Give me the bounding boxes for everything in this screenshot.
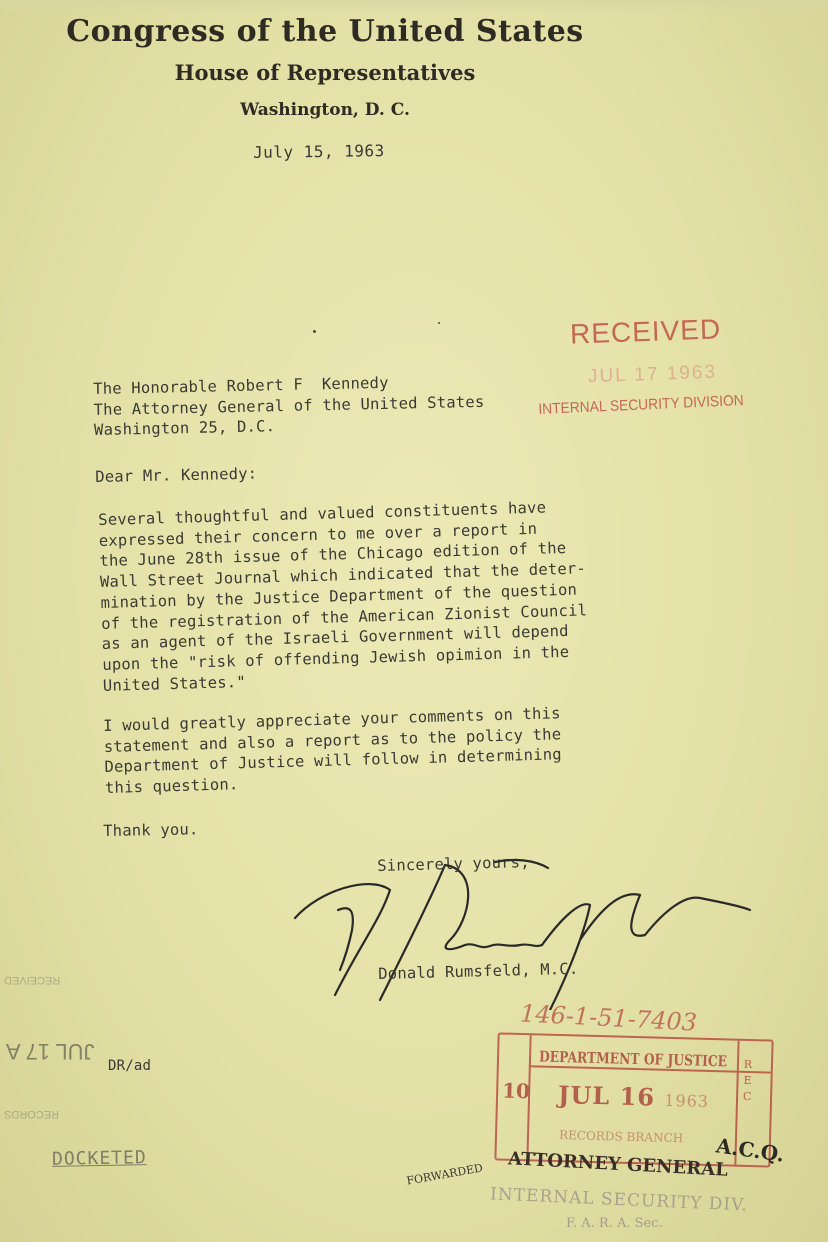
- docketed-stamp: DOCKETED: [51, 1147, 147, 1170]
- margin-stamp-faded: RECEIVED: [4, 974, 61, 986]
- stamp-date-day: JUL 16: [557, 1080, 656, 1112]
- letter-date: July 15, 1963: [252, 141, 385, 162]
- addressee-block: [93, 371, 485, 441]
- letterhead-house: House of Representatives: [174, 60, 476, 85]
- stamp-side-letters: REC: [742, 1057, 753, 1104]
- margin-stamp-date: JUL 17 A: [6, 1039, 95, 1064]
- paper-speck: [313, 330, 316, 333]
- fara-section-stamp: F. A. R. A. Sec.: [566, 1216, 663, 1231]
- paper-edge: [0, 0, 828, 14]
- letterhead-city: Washington, D. C.: [240, 100, 410, 120]
- addressee-line: The Honorable Robert F Kennedy: [93, 373, 389, 398]
- handwritten-signature: [280, 850, 760, 1010]
- closing-valediction: Sincerely yours,: [377, 853, 530, 875]
- typist-initials: DR/ad: [108, 1058, 152, 1074]
- file-number-handwritten: 146-1-51-7403: [519, 999, 698, 1037]
- addressee-line: Washington 25, D.C.: [93, 417, 276, 440]
- letterhead-congress: Congress of the United States: [66, 14, 584, 49]
- internal-security-stamp: INTERNAL SECURITY DIV.: [489, 1184, 749, 1216]
- closing-thanks: Thank you.: [103, 820, 199, 840]
- stamp-department-title: DEPARTMENT OF JUSTICE: [538, 1047, 728, 1071]
- routing-initials: A.C.Q.: [714, 1133, 786, 1167]
- margin-stamp-faded: RECORDS: [4, 1108, 60, 1120]
- signer-name: Donald Rumsfeld, M.C.: [378, 959, 579, 983]
- body-paragraph-2: I would greatly appreciate your comments on this statement and also a report as to the policy the Department of Justice will follow in determining this question.: [103, 704, 563, 798]
- stamp-count: 10: [501, 1078, 531, 1104]
- stamp-date-year: 1963: [664, 1090, 710, 1111]
- paper-speck: [438, 322, 440, 324]
- received-stamp-date: JUL 17 1963: [587, 361, 718, 388]
- received-stamp-word: RECEIVED: [569, 313, 722, 350]
- received-stamp-division: INTERNAL SECURITY DIVISION: [538, 392, 745, 418]
- stamp-records-branch: RECORDS BRANCH: [558, 1128, 684, 1146]
- forwarded-mark: FORWARDED: [405, 1161, 484, 1188]
- addressee-line: The Attorney General of the United States: [93, 392, 485, 419]
- attorney-general-stamp: ATTORNEY GENERAL: [507, 1148, 729, 1181]
- salutation: Dear Mr. Kennedy:: [95, 464, 258, 486]
- body-paragraph-1: Several thoughtful and valued constituents have expressed their concern to me over a report in the June 28th issue of the Chicago edition of the Wall Street Journal which indicated that the deter- mination by the Justice Department of the question of the registration of the American Zionist Council as an agent of the Israeli Government will depend upon the "risk of offending Jewish opimion in the United States.": [98, 498, 588, 695]
- stamp-date: [558, 1080, 710, 1113]
